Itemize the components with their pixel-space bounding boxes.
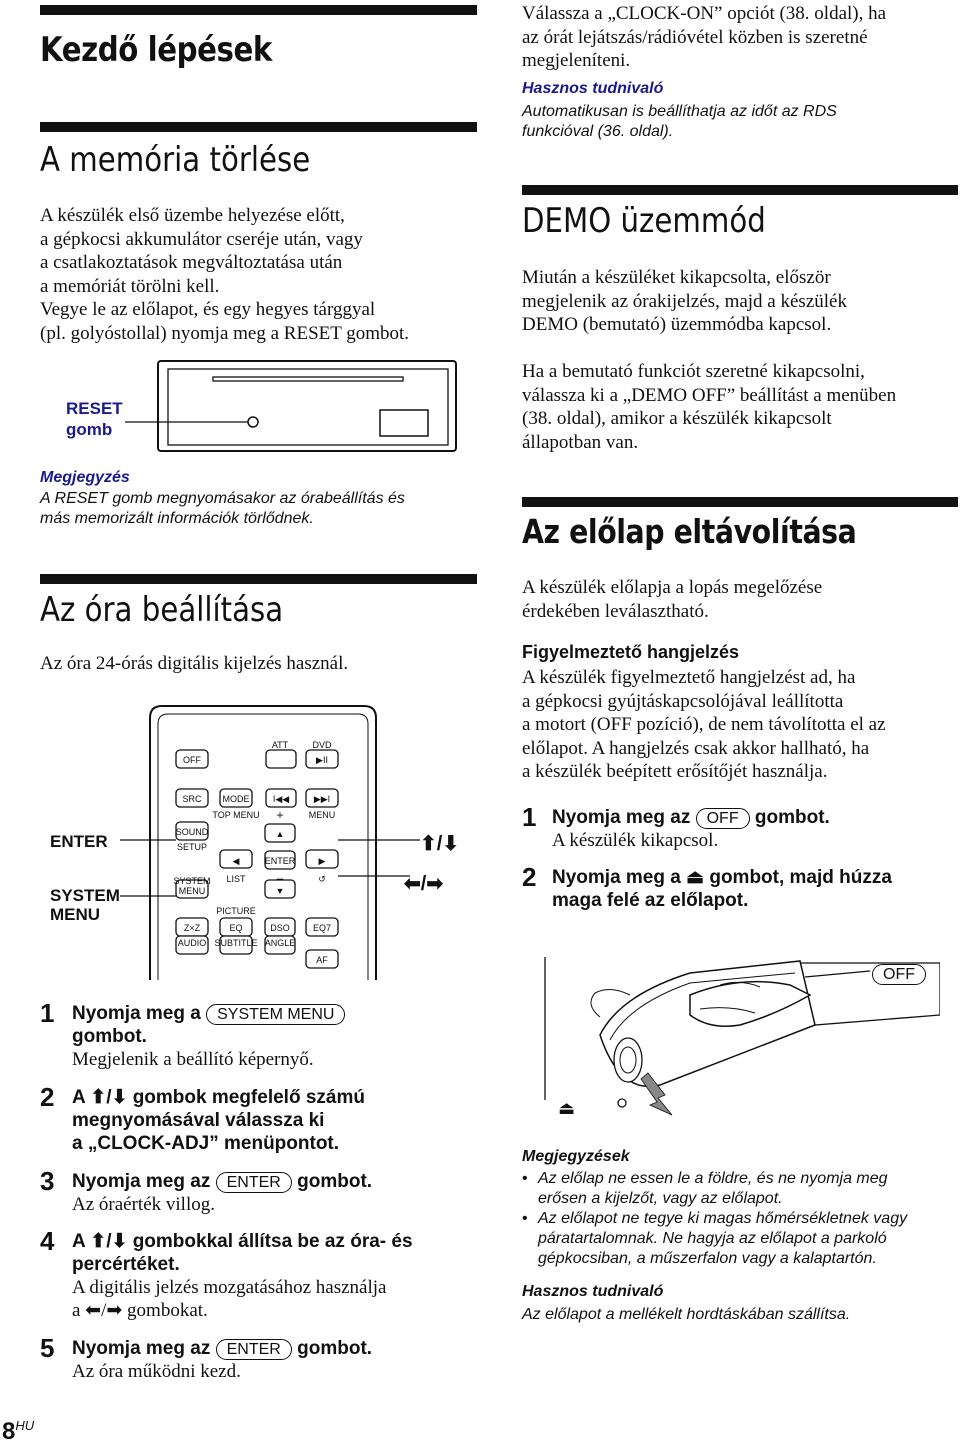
clock-step-5: 5 Nyomja meg az ENTER gombot. Az óra működni kezd.	[40, 1333, 373, 1382]
list-item: • Az előlapot ne tegye ki magas hőmérsékletnek vagy páratartalomnak. Ne hagyja az előlapot a parkoló gépkocsiban, a műszerfalon vagy a kalaptartón.	[522, 1209, 960, 1269]
front-paragraph: A készülék előlapja a lopás megelőzése érdekében leválasztható.	[522, 577, 823, 622]
section-rule	[40, 122, 477, 132]
remote-key-eq7: EQ7	[312, 923, 332, 933]
remote-key-up: ▲	[275, 829, 285, 839]
remote-key-prev: I◀◀	[272, 794, 290, 804]
section-rule	[40, 5, 477, 15]
tip2-title: Hasznos tudnivaló	[522, 1283, 664, 1300]
heading-clock: Az óra beállítása	[40, 590, 284, 630]
clock-step-2: 2 A ⬆/⬇ gombok megfelelő számú megnyomásával válassza ki a „CLOCK-ADJ” menüpontot.	[40, 1082, 365, 1154]
section-rule	[522, 497, 958, 507]
off-button: OFF	[696, 808, 750, 829]
list-item: • Az előlap ne essen le a földre, és ne nyomja meg erősen a kijelzőt, vagy az előlapot.	[522, 1169, 960, 1209]
clock-step-1: 1 Nyomja meg a SYSTEM MENU gombot. Megjelenik a beállító képernyő.	[40, 1002, 470, 1071]
warning-text: A készülék figyelmeztető hangjelzést ad, ha a gépkocsi gyújtáskapcsolójával leállította a motort (OFF pozíció), de nem távolította el az előlapot. A hangjelzés csak akkor hallható, ha a készülék beépített erősítőjét használja.	[522, 667, 886, 782]
remote-key-right: ▶	[318, 856, 326, 866]
remote-key-off: OFF	[183, 755, 201, 765]
notes-list	[522, 1169, 960, 1269]
remote-key-system: SYSTEM	[173, 876, 211, 886]
remote-key-af: AF	[316, 955, 328, 965]
note-text: A RESET gomb megnyomásakor az órabeállítás és más memorizált információk törlődnek.	[40, 490, 405, 527]
remote-key-dvd: DVD	[312, 740, 332, 750]
remote-key-left: ◀	[232, 856, 240, 866]
enter-button: ENTER	[216, 1172, 292, 1193]
reset-unit-illustration	[125, 355, 460, 455]
remote-key-mode: MODE	[222, 794, 250, 804]
section-rule	[522, 185, 958, 195]
demo-paragraph-2: Ha a bemutató funkciót szeretné kikapcsolni, válassza ki a „DEMO OFF” beállítást a menüben (38. oldal), amikor a készülék kikapcsolt állapotban van.	[522, 361, 897, 453]
remote-key-picture: PICTURE	[216, 906, 256, 916]
clock-intro: Az óra 24-órás digitális kijelzés használ.	[40, 653, 349, 674]
remote-key-audio: AUDIO	[177, 938, 207, 948]
section-rule	[40, 574, 477, 584]
remote-key-angle: ANGLE	[264, 938, 296, 948]
remote-key-next: ▶▶I	[313, 794, 331, 804]
page-heading: Kezdő lépések	[40, 30, 272, 70]
remote-key-setup: SETUP	[176, 842, 208, 852]
release-icon: ⏏	[558, 1098, 576, 1119]
illustration-off-label: OFF	[872, 964, 926, 985]
tip2-text: Az előlapot a mellékelt hordtáskában szállítsa.	[522, 1306, 851, 1323]
system-menu-label: SYSTEM MENU	[50, 886, 120, 924]
warning-title: Figyelmeztető hangjelzés	[522, 642, 740, 662]
remote-key-eq: EQ	[229, 923, 243, 933]
remote-key-list: LIST	[226, 874, 246, 884]
clock-step-4: 4 A ⬆/⬇ gombokkal állítsa be az óra- és percértéket. A digitális jelzés mozgatásához használja a ⬅/➡ gombokat.	[40, 1226, 413, 1321]
remote-key-menu: MENU	[308, 810, 336, 820]
remote-key-src: SRC	[182, 794, 202, 804]
remote-key-top-menu: TOP MENU	[212, 810, 260, 820]
remote-key-return: ↺	[318, 874, 326, 884]
tip-text: Automatikusan is beállíthatja az időt az RDS funkcióval (36. oldal).	[522, 103, 837, 140]
enter-button: ENTER	[216, 1339, 292, 1360]
notes-title: Megjegyzések	[522, 1148, 630, 1165]
front-step-1: 1 Nyomja meg az OFF gombot. A készülék kikapcsol.	[522, 802, 830, 851]
remote-key-sound: SOUND	[175, 827, 209, 837]
demo-paragraph-1: Miután a készüléket kikapcsolta, először megjelenik az órakijelzés, majd a készülék DEMO (bemutató) üzemmódba kapcsol.	[522, 267, 847, 335]
remote-key-minus: –	[276, 871, 284, 885]
heading-front-panel: Az előlap eltávolítása	[522, 512, 857, 551]
remote-illustration	[110, 700, 420, 980]
heading-demo: DEMO üzemmód	[522, 201, 766, 241]
remote-key-att: ATT	[271, 740, 289, 750]
remote-key-play-pause: ▶II	[316, 755, 328, 765]
enter-label: ENTER	[50, 832, 108, 851]
clock-on-text: Válassza a „CLOCK-ON” opciót (38. oldal), ha az órát lejátszás/rádióvétel közben is szeretné megjeleníteni.	[522, 3, 887, 71]
remote-key-enter: ENTER	[264, 856, 296, 866]
page-number: $8^{HU}$	[2, 1418, 35, 1445]
leftright-arrows-label: ⬅/➡	[404, 873, 444, 895]
system-menu-button: SYSTEM MENU	[206, 1004, 345, 1025]
remote-key-sys-menu: MENU	[178, 886, 206, 896]
reset-label: RESET gomb	[66, 399, 123, 439]
note-title: Megjegyzés	[40, 469, 130, 486]
remote-key-plus: +	[276, 808, 284, 822]
tip-title: Hasznos tudnivaló	[522, 80, 664, 97]
remote-key-dso: DSO	[270, 923, 290, 933]
remote-key-down: ▼	[275, 886, 285, 896]
updown-arrows-label: ⬆/⬇	[420, 833, 460, 855]
reset-paragraph: A készülék első üzembe helyezése előtt, a gépkocsi akkumulátor cseréje után, vagy a csatlakoztatások megváltoztatása után a memóriát törölni kell. Vegye le az előlapot, és egy hegyes tárggyal (pl. golyóstollal) nyomja meg a RESET gombot.	[40, 205, 410, 344]
front-step-2: 2 Nyomja meg a ⏏ gombot, majd húzza maga felé az előlapot.	[522, 862, 892, 911]
remote-key-subtitle: SUBTITLE	[214, 938, 258, 948]
heading-memory-reset: A memória törlése	[40, 140, 311, 180]
clock-step-3: 3 Nyomja meg az ENTER gombot. Az óraérték villog.	[40, 1166, 373, 1215]
remote-key-zxz: Z×Z	[183, 923, 201, 933]
